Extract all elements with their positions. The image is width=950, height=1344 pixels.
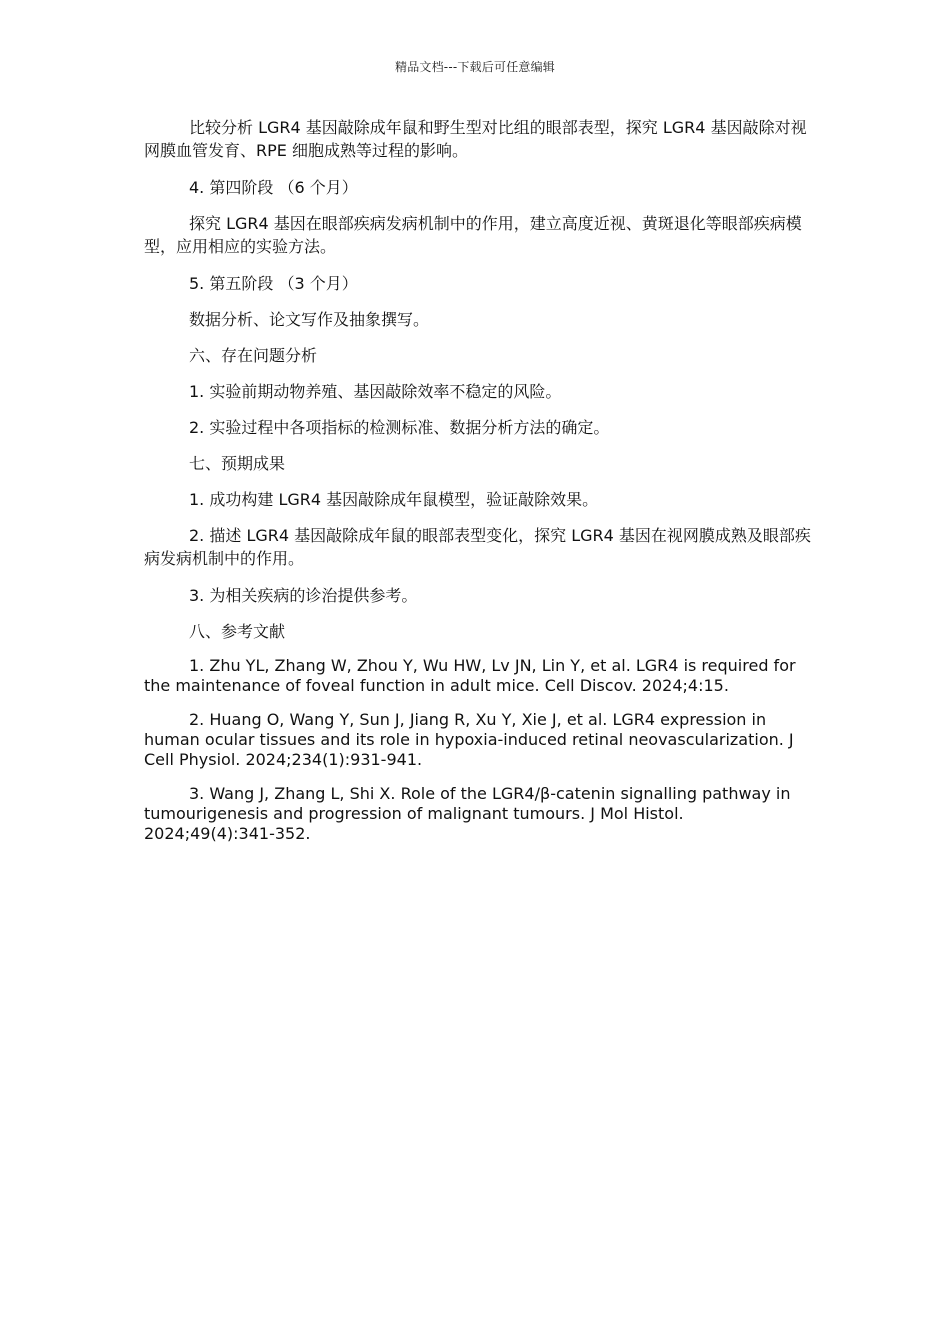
heading-phase5: 5. 第五阶段 （3 个月） — [189, 274, 358, 293]
page-header: 精品文档---下载后可任意编辑 — [395, 60, 555, 74]
result-item-1: 1. 成功构建 LGR4 基因敲除成年鼠模型，验证敲除效果。 — [189, 490, 599, 509]
paragraph-phase4-description: 探究 LGR4 基因在眼部疾病发病机制中的作用，建立高度近视、黄斑退化等眼部疾病模型，应用相应的实验方法。 — [144, 214, 802, 256]
problem-item-1: 1. 实验前期动物养殖、基因敲除效率不稳定的风险。 — [189, 382, 562, 401]
paragraph-phase5-description: 数据分析、论文写作及抽象撰写。 — [189, 310, 430, 329]
heading-phase4: 4. 第四阶段 （6 个月） — [189, 178, 358, 197]
section-heading-problems: 六、存在问题分析 — [189, 346, 318, 365]
reference-item-2: 2. Huang O, Wang Y, Sun J, Jiang R, Xu Y, Xie J, et al. LGR4 expression in human ocular tissues and its role in hypoxia-induced retinal neovascularization. J Cell Physiol. 2024;234(1):931-941. — [144, 710, 794, 769]
section-heading-expected-results: 七、预期成果 — [189, 454, 286, 473]
problem-item-2: 2. 实验过程中各项指标的检测标准、数据分析方法的确定。 — [189, 418, 610, 437]
result-item-2: 2. 描述 LGR4 基因敲除成年鼠的眼部表型变化，探究 LGR4 基因在视网膜成熟及眼部疾病发病机制中的作用。 — [144, 526, 811, 568]
paragraph-phase3-description: 比较分析 LGR4 基因敲除成年鼠和野生型对比组的眼部表型，探究 LGR4 基因敲除对视网膜血管发育、RPE 细胞成熟等过程的影响。 — [144, 118, 807, 160]
reference-item-1: 1. Zhu YL, Zhang W, Zhou Y, Wu HW, Lv JN, Lin Y, et al. LGR4 is required for the maintenance of foveal function in adult mice. Cell Discov. 2024;4:15. — [144, 656, 796, 695]
result-item-3: 3. 为相关疾病的诊治提供参考。 — [189, 586, 418, 605]
document-body — [144, 116, 812, 858]
reference-item-3: 3. Wang J, Zhang L, Shi X. Role of the LGR4/β-catenin signalling pathway in tumourigenesis and progression of malignant tumours. J Mol Histol. 2024;49(4):341-352. — [144, 784, 791, 843]
section-heading-references: 八、参考文献 — [189, 622, 286, 641]
